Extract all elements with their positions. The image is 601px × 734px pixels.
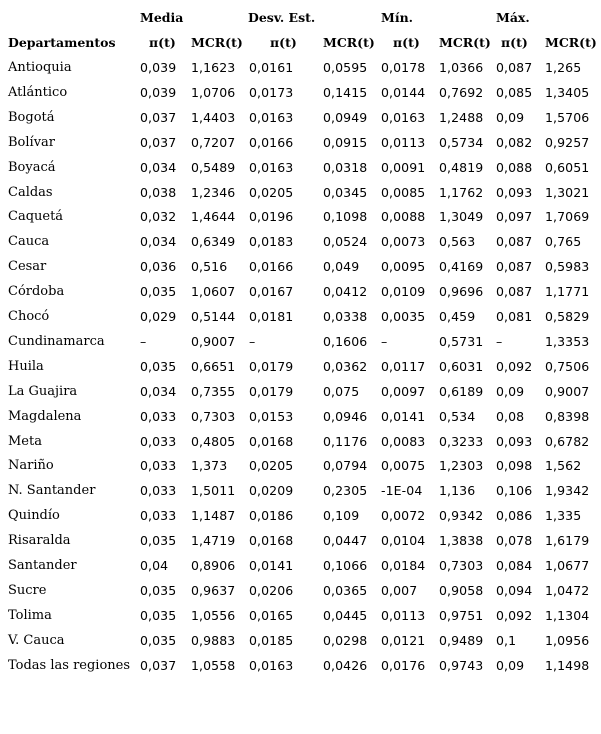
table-row xyxy=(0,329,601,354)
std-pi-cell: 0,0141 xyxy=(249,558,294,573)
max-mcr-cell: 0,6051 xyxy=(545,159,590,175)
media-mcr-cell: 1,0706 xyxy=(191,84,236,100)
min-mcr-cell: 0,4169 xyxy=(439,259,484,275)
media-mcr-cell: 0,7207 xyxy=(191,134,236,150)
media-mcr-cell: 1,373 xyxy=(191,458,228,474)
min-mcr-cell: 0,9743 xyxy=(439,657,484,673)
max-mcr-cell: 0,765 xyxy=(545,234,582,250)
min-mcr-cell: 0,9489 xyxy=(439,632,484,648)
max-pi-cell: 0,097 xyxy=(496,209,533,225)
max-pi-cell: 0,087 xyxy=(496,259,533,275)
table-row xyxy=(0,429,601,454)
table-row xyxy=(0,553,601,578)
media-pi-cell: 0,037 xyxy=(140,109,177,125)
min-pi-cell: 0,0117 xyxy=(381,358,426,374)
std-pi-cell: 0,0185 xyxy=(249,632,294,648)
max-pi-cell: – xyxy=(496,333,503,349)
department-name-cell: Bolívar xyxy=(8,134,56,150)
std-pi-cell: 0,0205 xyxy=(249,458,294,474)
group-header-media: Media xyxy=(140,10,184,25)
media-mcr-cell: 0,7355 xyxy=(191,383,236,399)
std-mcr-cell: 0,0426 xyxy=(323,657,368,673)
max-pi-cell: 0,088 xyxy=(496,159,533,175)
department-name-cell: Todas las regiones xyxy=(8,657,131,673)
std-mcr-cell: 0,0794 xyxy=(323,458,368,474)
max-mcr-cell: 1,3405 xyxy=(545,84,590,100)
department-name-cell: Atlántico xyxy=(8,84,68,100)
max-mcr-cell: 0,5983 xyxy=(545,259,590,275)
min-mcr-cell: 0,459 xyxy=(439,309,476,324)
min-mcr-cell: 0,6189 xyxy=(439,383,484,399)
std-mcr-cell: 0,0345 xyxy=(323,184,368,200)
max-pi-cell: 0,087 xyxy=(496,60,533,75)
media-mcr-cell: 1,4644 xyxy=(191,209,236,225)
min-pi-cell: 0,0073 xyxy=(381,234,426,250)
min-mcr-cell: 0,7303 xyxy=(439,558,484,573)
std-mcr-cell: 0,0595 xyxy=(323,60,368,75)
max-mcr-cell: 1,6179 xyxy=(545,533,590,549)
min-mcr-cell: 0,5734 xyxy=(439,134,484,150)
max-pi-cell: 0,084 xyxy=(496,558,533,573)
min-pi-cell: – xyxy=(381,333,388,349)
min-mcr-cell: 0,6031 xyxy=(439,358,484,374)
media-pi-cell: 0,035 xyxy=(140,632,177,648)
std-mcr-cell: 0,0915 xyxy=(323,134,368,150)
table-row xyxy=(0,80,601,105)
min-pi-cell: 0,0109 xyxy=(381,284,426,300)
max-pi-cell: 0,082 xyxy=(496,134,533,150)
media-pi-cell: 0,034 xyxy=(140,159,177,175)
min-pi-cell: -1E-04 xyxy=(381,483,423,499)
department-name-cell: La Guajira xyxy=(8,383,78,399)
table-row xyxy=(0,155,601,180)
max-pi-cell: 0,092 xyxy=(496,358,533,374)
group-header-row xyxy=(0,5,601,30)
max-pi-cell: 0,087 xyxy=(496,234,533,250)
group-header-min: Mín. xyxy=(381,10,414,25)
media-mcr-cell: 0,9883 xyxy=(191,632,236,648)
std-mcr-cell: 0,109 xyxy=(323,508,360,524)
media-mcr-cell: 0,5144 xyxy=(191,309,236,324)
min-pi-cell: 0,0035 xyxy=(381,309,426,324)
media-mcr-cell: 0,4805 xyxy=(191,433,236,449)
std-mcr-cell: 0,1606 xyxy=(323,333,368,349)
min-pi-cell: 0,0088 xyxy=(381,209,426,225)
max-mcr-cell: 0,7506 xyxy=(545,358,590,374)
max-mcr-cell: 1,265 xyxy=(545,60,582,75)
min-pi-cell: 0,0075 xyxy=(381,458,426,474)
department-name-cell: Risaralda xyxy=(8,533,71,549)
std-pi-cell: 0,0166 xyxy=(249,259,294,275)
group-header-max: Máx. xyxy=(496,10,530,25)
std-pi-cell: 0,0179 xyxy=(249,358,294,374)
table-row xyxy=(0,304,601,329)
media-mcr-cell: 0,6651 xyxy=(191,358,236,374)
table-row xyxy=(0,354,601,379)
media-mcr-cell: 0,5489 xyxy=(191,159,236,175)
max-pi-cell: 0,09 xyxy=(496,657,525,673)
max-mcr-cell: 0,9257 xyxy=(545,134,590,150)
media-mcr-cell: 1,1487 xyxy=(191,508,236,524)
std-pi-cell: 0,0166 xyxy=(249,134,294,150)
min-mcr-cell: 1,0366 xyxy=(439,60,484,75)
max-mcr-cell: 1,0472 xyxy=(545,582,590,598)
table-row xyxy=(0,503,601,528)
max-pi-cell: 0,08 xyxy=(496,408,525,424)
department-name-cell: Antioquia xyxy=(8,60,72,75)
max-mcr-cell: 1,1498 xyxy=(545,657,590,673)
min-pi-cell: 0,0176 xyxy=(381,657,426,673)
column-header-max-mcr: MCR(t) xyxy=(545,35,597,50)
std-mcr-cell: 0,0946 xyxy=(323,408,368,424)
group-header-std-dev: Desv. Est. xyxy=(248,10,316,25)
min-pi-cell: 0,0184 xyxy=(381,558,426,573)
media-mcr-cell: 0,7303 xyxy=(191,408,236,424)
std-pi-cell: 0,0173 xyxy=(249,84,294,100)
media-pi-cell: 0,035 xyxy=(140,358,177,374)
std-pi-cell: 0,0153 xyxy=(249,408,294,424)
std-pi-cell: 0,0183 xyxy=(249,234,294,250)
max-mcr-cell: 1,0956 xyxy=(545,632,590,648)
table-row xyxy=(0,603,601,628)
media-mcr-cell: 1,0607 xyxy=(191,284,236,300)
max-pi-cell: 0,093 xyxy=(496,433,533,449)
media-pi-cell: 0,037 xyxy=(140,134,177,150)
max-mcr-cell: 1,562 xyxy=(545,458,582,474)
std-mcr-cell: 0,1176 xyxy=(323,433,368,449)
min-mcr-cell: 0,534 xyxy=(439,408,476,424)
media-pi-cell: 0,029 xyxy=(140,309,177,324)
table-row xyxy=(0,453,601,478)
min-mcr-cell: 0,9751 xyxy=(439,607,484,623)
media-pi-cell: 0,034 xyxy=(140,383,177,399)
min-mcr-cell: 0,9342 xyxy=(439,508,484,524)
department-name-cell: Quindío xyxy=(8,508,60,524)
max-pi-cell: 0,085 xyxy=(496,84,533,100)
max-mcr-cell: 1,0677 xyxy=(545,558,590,573)
table-row xyxy=(0,578,601,603)
media-mcr-cell: 0,516 xyxy=(191,259,228,275)
media-pi-cell: 0,038 xyxy=(140,184,177,200)
department-name-cell: Cundinamarca xyxy=(8,333,105,349)
max-pi-cell: 0,09 xyxy=(496,109,525,125)
column-header-min-mcr: MCR(t) xyxy=(439,35,491,50)
max-mcr-cell: 1,5706 xyxy=(545,109,590,125)
min-pi-cell: 0,0163 xyxy=(381,109,426,125)
department-name-cell: Meta xyxy=(8,433,42,449)
media-pi-cell: 0,033 xyxy=(140,508,177,524)
std-mcr-cell: 0,1415 xyxy=(323,84,368,100)
std-mcr-cell: 0,0318 xyxy=(323,159,368,175)
column-header-max-pi: π(t) xyxy=(501,35,528,50)
media-pi-cell: 0,033 xyxy=(140,483,177,499)
max-pi-cell: 0,098 xyxy=(496,458,533,474)
max-pi-cell: 0,092 xyxy=(496,607,533,623)
max-mcr-cell: 1,335 xyxy=(545,508,582,524)
max-mcr-cell: 1,9342 xyxy=(545,483,590,499)
max-pi-cell: 0,087 xyxy=(496,284,533,300)
department-name-cell: Nariño xyxy=(8,458,54,474)
std-mcr-cell: 0,0298 xyxy=(323,632,368,648)
std-mcr-cell: 0,1098 xyxy=(323,209,368,225)
min-pi-cell: 0,0178 xyxy=(381,60,426,75)
department-name-cell: Caquetá xyxy=(8,209,64,225)
min-pi-cell: 0,0095 xyxy=(381,259,426,275)
std-mcr-cell: 0,0949 xyxy=(323,109,368,125)
min-mcr-cell: 0,563 xyxy=(439,234,476,250)
max-mcr-cell: 1,3021 xyxy=(545,184,590,200)
media-mcr-cell: 1,2346 xyxy=(191,184,236,200)
column-header-media-pi: π(t) xyxy=(149,35,176,50)
column-header-departamentos: Departamentos xyxy=(8,35,116,50)
department-name-cell: Bogotá xyxy=(8,109,55,125)
min-pi-cell: 0,0083 xyxy=(381,433,426,449)
min-mcr-cell: 1,136 xyxy=(439,483,476,499)
department-name-cell: Caldas xyxy=(8,184,53,200)
max-pi-cell: 0,106 xyxy=(496,483,533,499)
std-pi-cell: 0,0179 xyxy=(249,383,294,399)
std-pi-cell: 0,0163 xyxy=(249,109,294,125)
department-name-cell: V. Cauca xyxy=(8,632,65,648)
media-mcr-cell: 0,9637 xyxy=(191,582,236,598)
std-mcr-cell: 0,0338 xyxy=(323,309,368,324)
std-pi-cell: 0,0168 xyxy=(249,433,294,449)
min-pi-cell: 0,0085 xyxy=(381,184,426,200)
media-pi-cell: 0,04 xyxy=(140,558,169,573)
max-pi-cell: 0,093 xyxy=(496,184,533,200)
table-row xyxy=(0,653,601,678)
min-pi-cell: 0,0097 xyxy=(381,383,426,399)
table-row xyxy=(0,404,601,429)
std-mcr-cell: 0,1066 xyxy=(323,558,368,573)
min-mcr-cell: 1,2488 xyxy=(439,109,484,125)
department-name-cell: Magdalena xyxy=(8,408,82,424)
std-mcr-cell: 0,0524 xyxy=(323,234,368,250)
min-pi-cell: 0,0104 xyxy=(381,533,426,549)
department-name-cell: Tolima xyxy=(8,607,52,623)
column-header-media-mcr: MCR(t) xyxy=(191,35,243,50)
min-mcr-cell: 0,3233 xyxy=(439,433,484,449)
min-pi-cell: 0,007 xyxy=(381,582,418,598)
media-pi-cell: 0,035 xyxy=(140,533,177,549)
table-row xyxy=(0,628,601,653)
table-row xyxy=(0,180,601,205)
std-pi-cell: 0,0181 xyxy=(249,309,294,324)
media-mcr-cell: 1,4403 xyxy=(191,109,236,125)
std-mcr-cell: 0,0365 xyxy=(323,582,368,598)
table-row xyxy=(0,478,601,503)
std-mcr-cell: 0,0447 xyxy=(323,533,368,549)
media-pi-cell: 0,035 xyxy=(140,284,177,300)
min-mcr-cell: 0,9696 xyxy=(439,284,484,300)
department-name-cell: Santander xyxy=(8,558,77,573)
std-pi-cell: 0,0167 xyxy=(249,284,294,300)
min-mcr-cell: 0,7692 xyxy=(439,84,484,100)
std-pi-cell: 0,0163 xyxy=(249,159,294,175)
max-mcr-cell: 0,6782 xyxy=(545,433,590,449)
min-pi-cell: 0,0141 xyxy=(381,408,426,424)
std-mcr-cell: 0,0412 xyxy=(323,284,368,300)
min-pi-cell: 0,0091 xyxy=(381,159,426,175)
min-pi-cell: 0,0144 xyxy=(381,84,426,100)
min-pi-cell: 0,0113 xyxy=(381,134,426,150)
media-pi-cell: 0,037 xyxy=(140,657,177,673)
min-mcr-cell: 1,2303 xyxy=(439,458,484,474)
max-mcr-cell: 0,8398 xyxy=(545,408,590,424)
std-pi-cell: 0,0163 xyxy=(249,657,294,673)
max-mcr-cell: 0,9007 xyxy=(545,383,590,399)
max-pi-cell: 0,09 xyxy=(496,383,525,399)
media-mcr-cell: 1,1623 xyxy=(191,60,236,75)
table-row xyxy=(0,55,601,80)
media-pi-cell: 0,033 xyxy=(140,458,177,474)
max-pi-cell: 0,081 xyxy=(496,309,533,324)
min-mcr-cell: 0,9058 xyxy=(439,582,484,598)
media-pi-cell: 0,033 xyxy=(140,433,177,449)
media-pi-cell: 0,039 xyxy=(140,84,177,100)
std-mcr-cell: 0,075 xyxy=(323,383,360,399)
std-pi-cell: 0,0168 xyxy=(249,533,294,549)
column-header-row xyxy=(0,30,601,55)
min-pi-cell: 0,0113 xyxy=(381,607,426,623)
min-pi-cell: 0,0072 xyxy=(381,508,426,524)
max-pi-cell: 0,078 xyxy=(496,533,533,549)
media-mcr-cell: 0,8906 xyxy=(191,558,236,573)
media-mcr-cell: 1,4719 xyxy=(191,533,236,549)
std-mcr-cell: 0,2305 xyxy=(323,483,368,499)
department-name-cell: Boyacá xyxy=(8,159,56,175)
department-name-cell: Córdoba xyxy=(8,284,65,300)
std-mcr-cell: 0,049 xyxy=(323,259,360,275)
max-mcr-cell: 1,3353 xyxy=(545,333,590,349)
max-pi-cell: 0,086 xyxy=(496,508,533,524)
table-row xyxy=(0,229,601,254)
column-header-std-pi: π(t) xyxy=(270,35,297,50)
table-row xyxy=(0,279,601,304)
department-name-cell: N. Santander xyxy=(8,483,96,499)
media-pi-cell: 0,034 xyxy=(140,234,177,250)
department-name-cell: Sucre xyxy=(8,582,47,598)
std-pi-cell: 0,0161 xyxy=(249,60,294,75)
table-row xyxy=(0,204,601,229)
table-row xyxy=(0,254,601,279)
column-header-min-pi: π(t) xyxy=(393,35,420,50)
max-pi-cell: 0,094 xyxy=(496,582,533,598)
std-pi-cell: 0,0206 xyxy=(249,582,294,598)
media-mcr-cell: 0,6349 xyxy=(191,234,236,250)
media-pi-cell: 0,036 xyxy=(140,259,177,275)
media-pi-cell: 0,035 xyxy=(140,607,177,623)
media-mcr-cell: 1,0558 xyxy=(191,657,236,673)
media-pi-cell: 0,035 xyxy=(140,582,177,598)
media-mcr-cell: 0,9007 xyxy=(191,333,236,349)
media-pi-cell: 0,033 xyxy=(140,408,177,424)
std-mcr-cell: 0,0445 xyxy=(323,607,368,623)
min-mcr-cell: 1,1762 xyxy=(439,184,484,200)
column-header-std-mcr: MCR(t) xyxy=(323,35,375,50)
table-row xyxy=(0,130,601,155)
department-name-cell: Cesar xyxy=(8,259,47,275)
media-pi-cell: – xyxy=(140,333,147,349)
std-pi-cell: – xyxy=(249,333,256,349)
std-pi-cell: 0,0209 xyxy=(249,483,294,499)
max-mcr-cell: 0,5829 xyxy=(545,309,590,324)
max-mcr-cell: 1,7069 xyxy=(545,209,590,225)
table-row xyxy=(0,379,601,404)
media-pi-cell: 0,039 xyxy=(140,60,177,75)
std-pi-cell: 0,0165 xyxy=(249,607,294,623)
department-name-cell: Cauca xyxy=(8,234,50,250)
min-pi-cell: 0,0121 xyxy=(381,632,426,648)
department-name-cell: Chocó xyxy=(8,309,50,324)
min-mcr-cell: 0,5731 xyxy=(439,333,484,349)
min-mcr-cell: 1,3049 xyxy=(439,209,484,225)
std-pi-cell: 0,0205 xyxy=(249,184,294,200)
media-mcr-cell: 1,5011 xyxy=(191,483,236,499)
media-pi-cell: 0,032 xyxy=(140,209,177,225)
table-row xyxy=(0,105,601,130)
media-mcr-cell: 1,0556 xyxy=(191,607,236,623)
min-mcr-cell: 0,4819 xyxy=(439,159,484,175)
table-row xyxy=(0,528,601,553)
max-pi-cell: 0,1 xyxy=(496,632,517,648)
department-name-cell: Huila xyxy=(8,358,44,374)
min-mcr-cell: 1,3838 xyxy=(439,533,484,549)
max-mcr-cell: 1,1304 xyxy=(545,607,590,623)
max-mcr-cell: 1,1771 xyxy=(545,284,590,300)
std-pi-cell: 0,0186 xyxy=(249,508,294,524)
std-pi-cell: 0,0196 xyxy=(249,209,294,225)
std-mcr-cell: 0,0362 xyxy=(323,358,368,374)
